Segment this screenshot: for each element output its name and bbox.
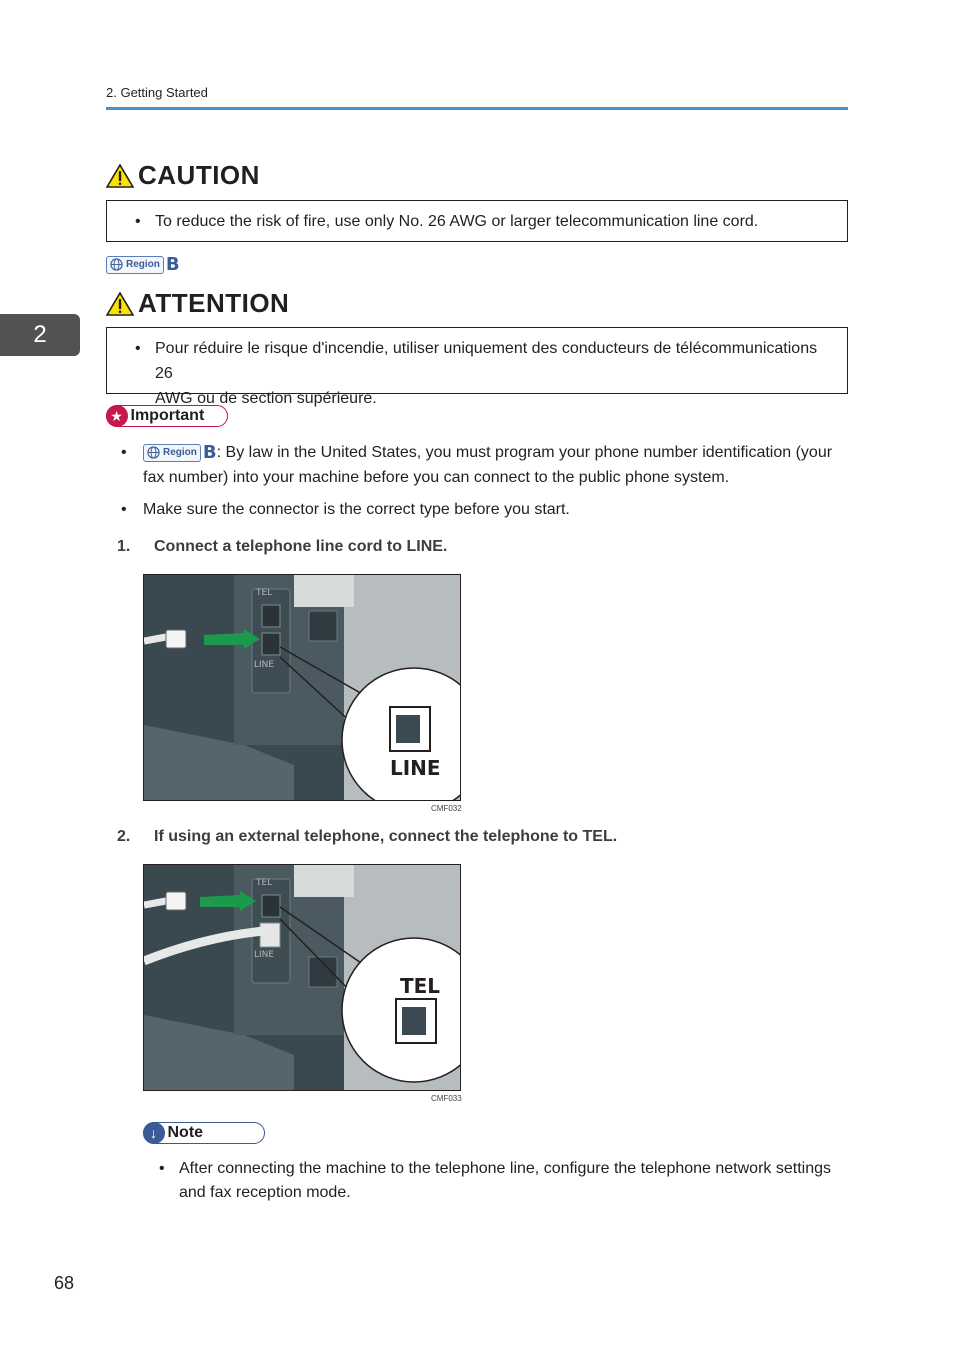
svg-text:TEL: TEL: [400, 974, 441, 998]
region-pill: Region: [106, 256, 164, 274]
svg-text:TEL: TEL: [256, 588, 273, 598]
attention-item: • Pour réduire le risque d'incendie, utiliser uniquement des conducteurs de télécommunications 26 AWG ou de section supérieure.: [107, 336, 847, 411]
arrow-down-icon: ↓: [143, 1122, 165, 1144]
figure-line-connection: [143, 574, 461, 801]
chapter-tab: 2: [0, 314, 80, 356]
page-number: 68: [54, 1273, 75, 1293]
figure-tel-connection: [143, 864, 461, 1091]
region-b-badge: [106, 254, 180, 275]
warning-triangle-icon: [106, 292, 134, 316]
important-item-2: • Make sure the connector is the correct type before you start.: [143, 497, 849, 522]
figure-code-1: CMF032: [431, 804, 462, 813]
region-letter: B: [165, 254, 180, 275]
note-item: • After connecting the machine to the telephone line, configure the telephone network settings and fax reception mode.: [179, 1157, 839, 1205]
tel-connection-illustration: [144, 865, 460, 1090]
warning-triangle-icon: [106, 164, 134, 188]
header-rule: [106, 107, 848, 110]
caution-title: CAUTION: [138, 160, 260, 190]
important-item-1: • Region B : By law in the United States, you must program your phone number identification (your fax number) into your machine before you can connect to the public phone system.: [143, 440, 849, 490]
caution-item: • To reduce the risk of fire, use only No. 26 AWG or larger telecommunication line cord.: [107, 209, 847, 234]
svg-text:LINE: LINE: [254, 660, 275, 670]
step-1: 1. Connect a telephone line cord to LINE.: [117, 538, 448, 555]
caution-box: [106, 200, 848, 242]
step-2: 2. If using an external telephone, connect the telephone to TEL.: [117, 828, 618, 845]
attention-title: ATTENTION: [138, 288, 290, 318]
attention-heading: [106, 288, 289, 319]
star-icon: ★: [106, 405, 128, 427]
caution-heading: [106, 160, 260, 191]
svg-text:TEL: TEL: [256, 878, 273, 888]
important-label: ★ Important: [106, 405, 228, 427]
globe-icon: [110, 258, 123, 271]
attention-box: [106, 327, 848, 407]
globe-icon: [147, 446, 160, 459]
svg-text:LINE: LINE: [254, 950, 275, 960]
svg-text:LINE: LINE: [390, 756, 441, 780]
figure-code-2: CMF033: [431, 1094, 462, 1103]
region-b-badge-inline: • Region B: [143, 440, 217, 465]
note-label: ↓ Note: [143, 1122, 265, 1144]
running-header: 2. Getting Started: [106, 85, 208, 100]
line-connection-illustration: [144, 575, 460, 800]
